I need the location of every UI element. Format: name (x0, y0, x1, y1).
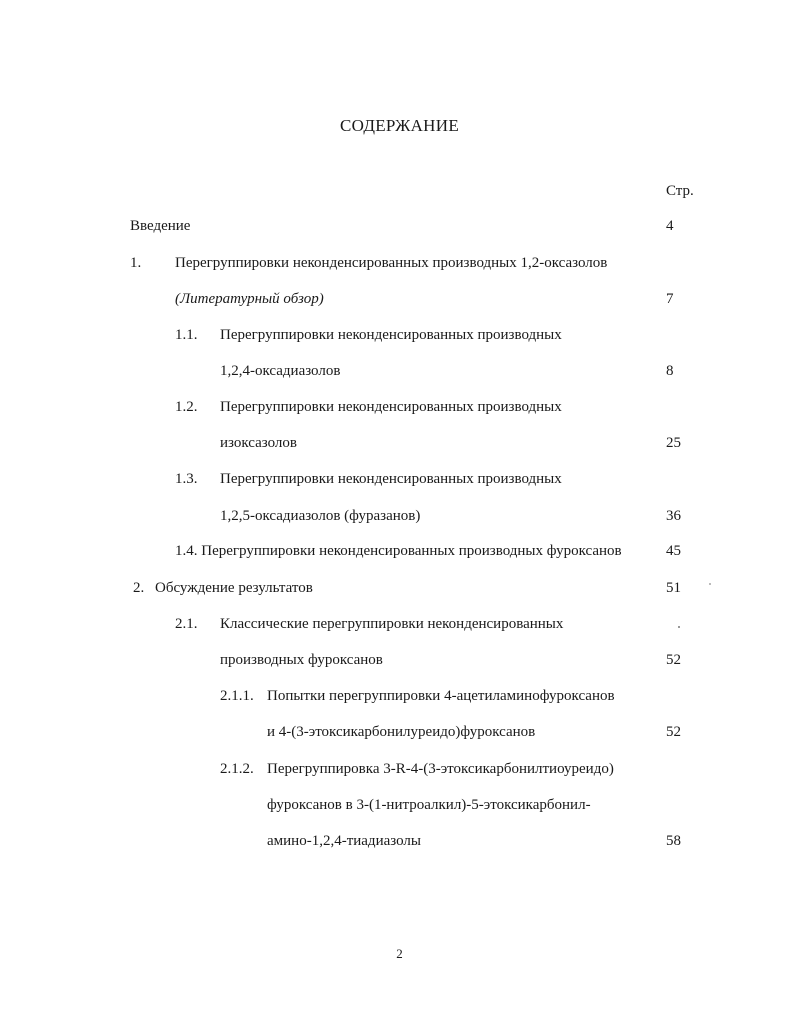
toc-entry-1-4[interactable] (0, 543, 799, 565)
toc-entry-page: 52 (666, 724, 681, 740)
toc-entry-page: 4 (666, 218, 674, 234)
toc-entry-2-1-1[interactable] (0, 688, 799, 710)
toc-entry-number: 1. (130, 255, 142, 271)
toc-entry-number: 2. (133, 580, 145, 596)
toc-entry-1-3-cont[interactable] (0, 508, 799, 530)
toc-entry-number: 2.1.2. (220, 761, 254, 777)
toc-entry-text: Введение (130, 218, 191, 234)
toc-entry-text: 1.4. Перегруппировки неконденсированных производных фуроксанов (175, 543, 622, 559)
toc-entry-2-1-2-cont[interactable] (0, 797, 799, 819)
toc-entry-text: 1,2,4-оксадиазолов (220, 363, 341, 379)
toc-entry-page: 25 (666, 435, 681, 451)
toc-entry-text: Перегруппировки неконденсированных производных (220, 399, 562, 415)
toc-entry-text: Классические перегруппировки неконденсированных (220, 616, 564, 632)
toc-entry-1-2-cont[interactable] (0, 435, 799, 457)
toc-entry-text: фуроксанов в 3-(1-нитроалкил)-5-этоксикарбонил- (267, 797, 591, 813)
toc-entry-page: 45 (666, 543, 681, 559)
toc-entry-page: 58 (666, 833, 681, 849)
toc-entry-text: 1,2,5-оксадиазолов (фуразанов) (220, 508, 421, 524)
toc-entry-text: производных фуроксанов (220, 652, 383, 668)
scan-speck (709, 583, 711, 585)
page-column-label: Стр. (666, 183, 694, 199)
toc-entry-text: амино-1,2,4-тиадиазолы (267, 833, 421, 849)
toc-entry-number: 2.1. (175, 616, 198, 632)
toc-entry-1-cont[interactable] (0, 291, 799, 313)
toc-entry-number: 1.3. (175, 471, 198, 487)
toc-entry-2-1-cont[interactable] (0, 652, 799, 674)
toc-entry-text: Перегруппировка 3-R-4-(3-этоксикарбонилтиоуреидо) (267, 761, 614, 777)
toc-entry-text: и 4-(3-этоксикарбонилуреидо)фуроксанов (267, 724, 536, 740)
toc-entry-text: Попытки перегруппировки 4-ацетиламинофуроксанов (267, 688, 615, 704)
toc-entry-number: 1.1. (175, 327, 198, 343)
toc-entry-1[interactable] (0, 255, 799, 277)
toc-entry-2-1-2[interactable] (0, 761, 799, 783)
toc-entry-page: 36 (666, 508, 681, 524)
page-title: СОДЕРЖАНИЕ (339, 116, 460, 135)
toc-entry-page: 52 (666, 652, 681, 668)
toc-entry-1-3[interactable] (0, 471, 799, 493)
toc-entry-1-2[interactable] (0, 399, 799, 421)
toc-entry-page: 8 (666, 363, 674, 379)
toc-entry-2-1-1-cont[interactable] (0, 724, 799, 746)
toc-entry-number: 1.2. (175, 399, 198, 415)
toc-entry-text: Перегруппировки неконденсированных производных 1,2-оксазолов (175, 255, 608, 271)
toc-entry-number: 2.1.1. (220, 688, 254, 704)
toc-entry-2[interactable] (0, 580, 799, 602)
page-number: 2 (396, 946, 403, 961)
toc-entry-page: 7 (666, 291, 674, 307)
toc-entry-page: 51 (666, 580, 681, 596)
toc-entry-intro[interactable] (0, 218, 799, 240)
toc-entry-text: изоксазолов (220, 435, 297, 451)
toc-entry-text: Обсуждение результатов (155, 580, 313, 596)
toc-entry-text: (Литературный обзор) (175, 291, 324, 307)
toc-entry-2-1-2-cont2[interactable] (0, 833, 799, 855)
toc-entry-text: Перегруппировки неконденсированных производных (220, 471, 562, 487)
scan-speck (678, 626, 680, 628)
toc-entry-text: Перегруппировки неконденсированных производных (220, 327, 562, 343)
toc-entry-1-1-cont[interactable] (0, 363, 799, 385)
toc-entry-1-1[interactable] (0, 327, 799, 349)
